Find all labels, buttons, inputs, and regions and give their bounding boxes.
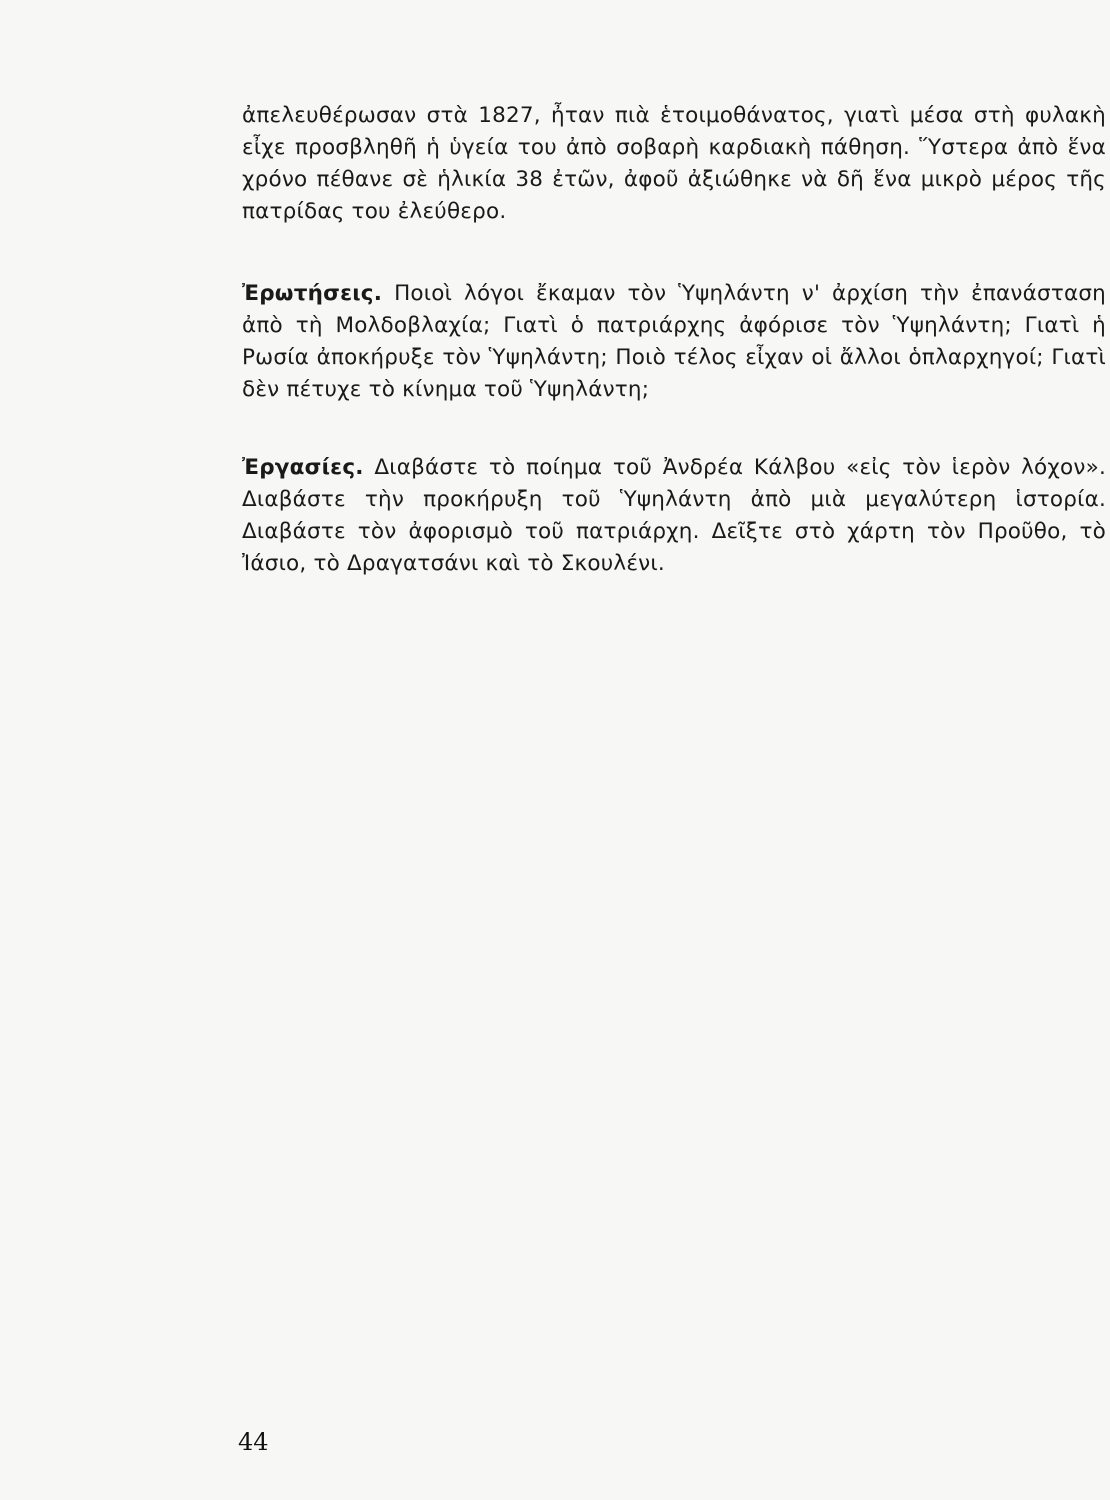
paragraph-intro: [242, 100, 1106, 228]
paragraph-questions: [242, 278, 1106, 406]
intro-text: ἀπελευθέρωσαν στὰ 1827, ἦταν πιὰ ἑτοιμοθάνατος, γιατὶ μέσα στὴ φυλακὴ εἶχε προσβληθῆ ἡ ὑγεία του ἀπὸ σοβαρὴ καρδιακὴ πάθηση. Ὕστερα ἀπὸ ἕνα χρόνο πέθανε σὲ ἡλικία 38 ἐτῶν, ἀφοῦ ἀξιώθηκε νὰ δῆ ἕνα μικρὸ μέρος τῆς πατρίδας του ἐλεύθερο.: [242, 103, 1106, 224]
questions-heading: Ἐρωτήσεις.: [242, 281, 383, 306]
questions-text: Ποιοὶ λόγοι ἔκαμαν τὸν Ὑψηλάντη ν' ἀρχίση τὴν ἐπανάσταση ἀπὸ τὴ Μολδοβλαχία; Γιατὶ ὁ πατριάρχης ἀφόρισε τὸν Ὑψηλάντη; Γιατὶ ἡ Ρωσία ἀποκήρυξε τὸν Ὑψηλάντη; Ποιὸ τέλος εἶχαν οἱ ἄλλοι ὁπλαρχηγοί; Γιατὶ δὲν πέτυχε τὸ κίνημα τοῦ Ὑψηλάντη;: [242, 281, 1106, 402]
questions-paragraph: [242, 278, 1106, 406]
tasks-heading: Ἐργασίες.: [242, 455, 364, 480]
paragraph-tasks: [242, 452, 1106, 580]
tasks-text: Διαβάστε τὸ ποίημα τοῦ Ἀνδρέα Κάλβου «εἰς τὸν ἱερὸν λόχον». Διαβάστε τὴν προκήρυξη τοῦ Ὑψηλάντη ἀπὸ μιὰ μεγαλύτερη ἱστορία. Διαβάστε τὸν ἀφορισμὸ τοῦ πατριάρχη. Δεῖξτε στὸ χάρτη τὸν Προῦθο, τὸ Ἰάσιο, τὸ Δραγατσάνι καὶ τὸ Σκουλένι.: [242, 455, 1106, 576]
page-number: 44: [238, 1428, 269, 1456]
tasks-paragraph: [242, 452, 1106, 580]
